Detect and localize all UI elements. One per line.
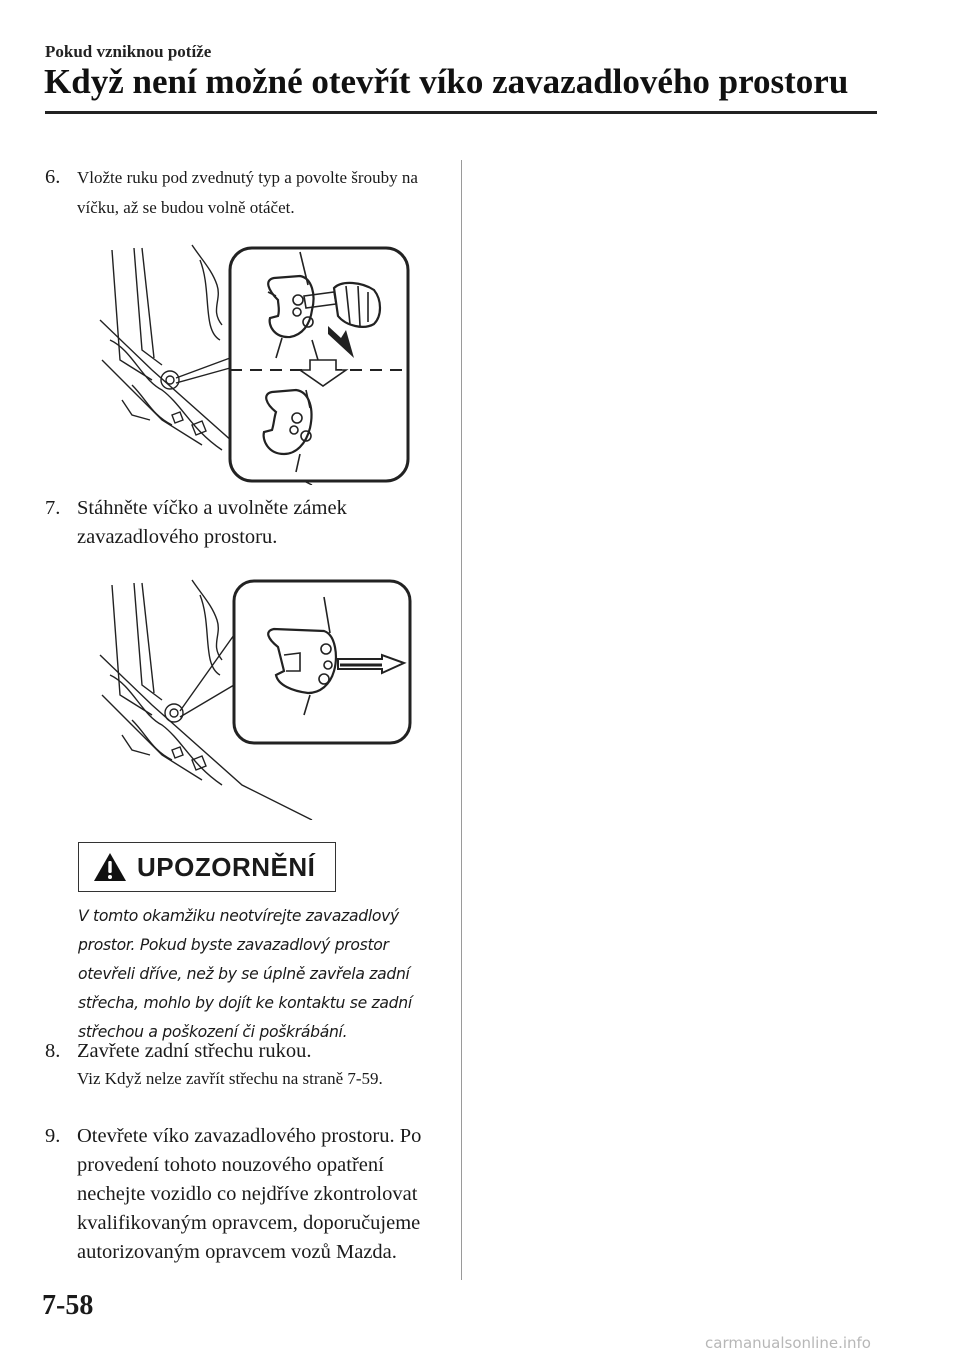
page-number: 7-58 [42,1290,94,1321]
page-title: Když není možné otevřít víko zavazadlového prostoru [44,62,849,101]
step-number: 8. [45,1040,61,1062]
warning-triangle-icon [93,852,127,882]
step-7 [45,494,445,552]
step-text: Zavřete zadní střechu rukou. [77,1040,312,1062]
step-number: 6. [45,166,61,188]
step-9 [45,1122,445,1267]
step-note: Viz Když nelze zavřít střechu na straně 7-59. [77,1069,383,1088]
warning-header [78,842,336,892]
illustration-loosen-screws [92,240,422,485]
step-number: 9. [45,1125,61,1147]
warning-text: V tomto okamžiku neotvírejte zavazadlový prostor. Pokud byste zavazadlový prostor otevřeli dříve, než by se úplně zavřela zadní střecha, mohlo by dojít ke kontaktu se zadní střechou a poškození či poškrábání. [78,907,412,1041]
illustration-pull-cap [92,575,422,820]
step-text: Vložte ruku pod zvednutý typ a povolte šrouby na víčku, až se budou volně otáčet. [77,168,418,217]
step-number: 7. [45,497,61,519]
step-text: Otevřete víko zavazadlového prostoru. Po provedení tohoto nouzového opatření nechejte vozidlo co nejdříve zkontrolovat kvalifikovaným opravcem, doporučujeme autorizovaným opravcem vozů Mazda. [77,1125,422,1263]
watermark: carmanualsonline.info [705,1334,871,1352]
step-6 [45,163,445,223]
section-label: Pokud vzniknou potíže [45,42,212,61]
warning-label: UPOZORNĚNÍ [137,851,316,882]
column-divider [461,160,462,1280]
title-rule [45,111,877,114]
step-8 [45,1037,445,1092]
step-text: Stáhněte víčko a uvolněte zámek zavazadlového prostoru. [77,497,347,548]
